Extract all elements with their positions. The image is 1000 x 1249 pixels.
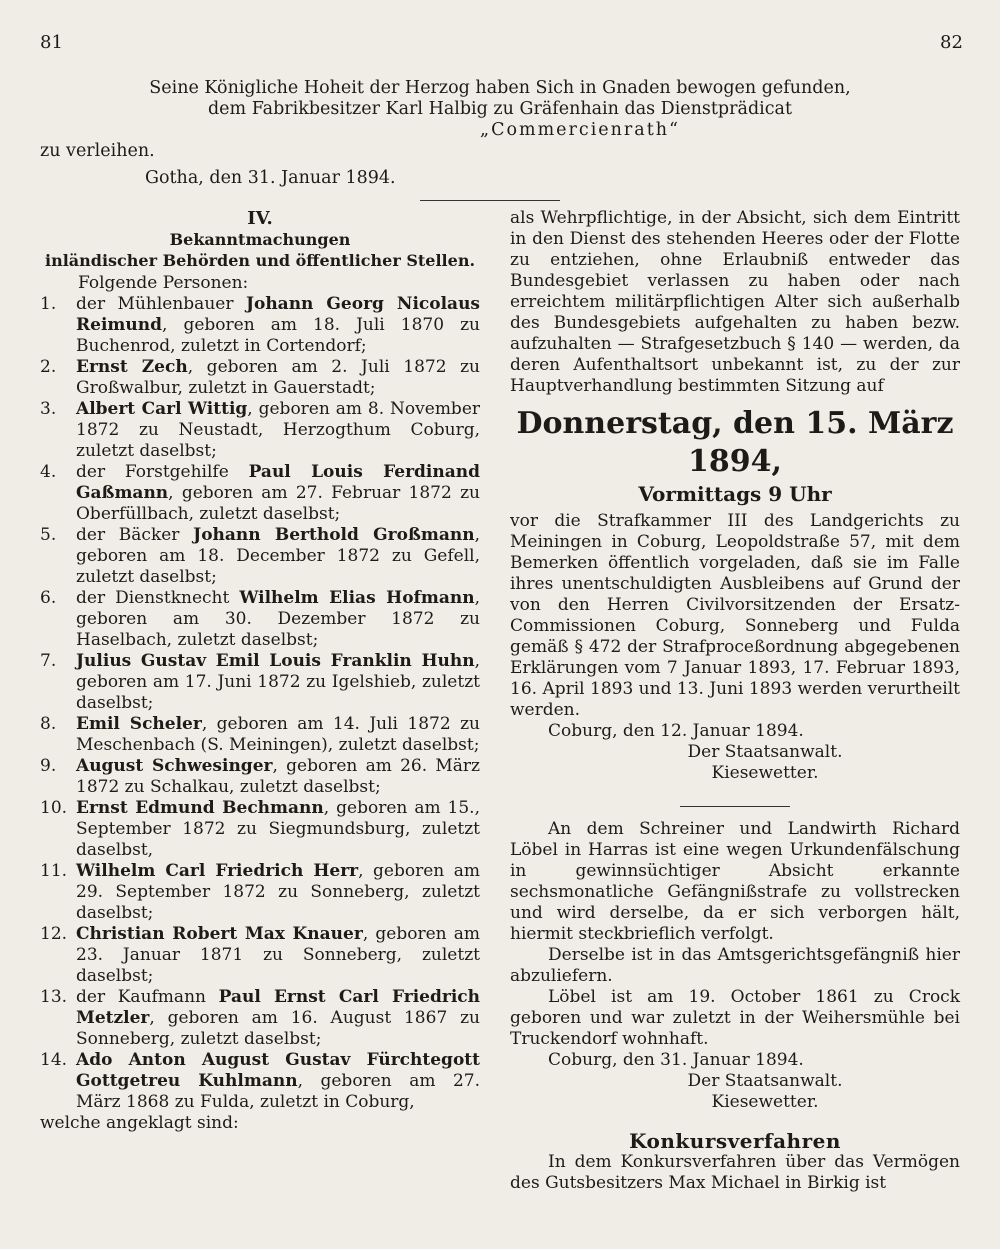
place-date-2: Coburg, den 31. Januar 1894. [548,1050,804,1070]
page-number-left: 81 [40,32,63,53]
section-title: Bekanntmachungen [169,230,351,249]
birth-paragraph: Löbel ist am 19. October 1861 zu Crock geboren und war zuletzt in der Weihersmühle bei Truckendorf wohnhaft. [510,987,960,1049]
item-details: , geboren am 27. März 1868 zu Fulda, zuletzt in Coburg, [76,1071,480,1112]
item-number: 10. [40,798,68,818]
item-number: 2. [40,357,57,377]
item-details: , geboren am 23. Januar 1871 zu Sonneberg, zuletzt daselbst; [76,924,481,986]
item-details: , geboren am 26. März 1872 zu Schalkau, zuletzt daselbst; [76,756,481,797]
item-number: 3. [40,399,57,419]
item-text [76,924,480,987]
court-paragraph: vor die Strafkammer III des Landgerichts zu Meiningen in Coburg, Leopoldstraße 57, mit dem Bemerken öffentlich vorgeladen, daß sie im Falle ihres unentschuldigten Ausbleibens auf Grund der von den Herren Civilvorsitzenden der Ersatz-Commissionen Coburg, Sonneberg und Fulda gemäß § 472 der Strafproceßordnung abgegebenen Erklärungen vom 7 Januar 1893, 17. Februar 1893, 16. April 1893 und 13. Juni 1893 werden verurtheilt werden. [510,511,960,720]
item-occupation: der Forstgehilfe [76,462,249,482]
warrant-paragraph: An dem Schreiner und Landwirth Richard Löbel in Harras ist eine wegen Urkundenfälschung in gewinnsüchtiger Absicht erkannte sechsmonatliche Gefängnißstrafe zu vollstrecken und wird derselbe, da er sich verborgen hält, hiermit steckbrieflich verfolgt. [510,819,960,944]
item-person-name: Julius Gustav Emil Louis Franklin Huhn [76,651,475,671]
page-number-right: 82 [940,32,963,53]
item-text [76,399,480,462]
item-occupation: der Kaufmann [76,987,219,1007]
item-number: 5. [40,525,57,545]
item-number: 8. [40,714,57,734]
intro-line-1: Seine Königliche Hoheit der Herzog haben Sich in Gnaden bewogen gefunden, [149,78,851,98]
item-details: , geboren am 16. August 1867 zu Sonneberg, zuletzt daselbst; [76,1008,480,1049]
section-subtitle: inländischer Behörden und öffentlicher Stellen. [44,251,476,270]
hearing-time: Vormittags 9 Uhr [638,482,832,506]
right-column [510,208,960,1194]
item-text [76,987,480,1050]
item-person-name: Emil Scheler [76,714,202,734]
intro-line-3: „Commercienrath“ [480,120,680,140]
item-occupation: der Bäcker [76,525,194,545]
list-item [40,651,480,714]
item-text [76,756,480,798]
item-person-name: Wilhelm Elias Hofmann [239,588,475,608]
bankruptcy-paragraph: In dem Konkursverfahren über das Vermögen des Gutsbesitzers Max Michael in Birkig ist [510,1152,960,1193]
list-item [40,987,480,1050]
announcement-intro [40,78,960,189]
intro-line-2: dem Fabrikbesitzer Karl Halbig zu Gräfenhain das Dienstprädicat [207,99,793,119]
place-date-1: Coburg, den 12. Januar 1894. [548,721,804,741]
item-person-name: Albert Carl Wittig [76,399,248,419]
item-occupation: der Mühlenbauer [76,294,246,314]
item-person-name: Johann Georg Nicolaus Reimund [76,294,481,335]
list-item [40,399,480,462]
item-text [76,294,480,357]
list-item [40,588,480,651]
intro-date: Gotha, den 31. Januar 1894. [145,168,396,188]
item-number: 4. [40,462,57,482]
list-item [40,924,480,987]
item-text [76,1050,480,1113]
left-column [40,208,480,1134]
list-item [40,462,480,525]
item-text [76,357,480,399]
item-details: , geboren am 27. Februar 1872 zu Oberfüllbach, zuletzt daselbst; [76,483,480,524]
persons-list [40,294,480,1113]
item-person-name: Christian Robert Max Knauer [76,924,363,944]
list-item [40,525,480,588]
signature-name-1: Kiesewetter. [711,763,819,783]
list-item [40,756,480,798]
item-details: , geboren am 15., September 1872 zu Siegmundsburg, zuletzt daselbst, [76,798,480,860]
item-number: 11. [40,861,68,881]
item-person-name: Ernst Zech [76,357,188,377]
divider-rule [420,200,560,201]
item-occupation: der Dienstknecht [76,588,240,608]
item-text [76,861,480,924]
item-number: 12. [40,924,68,944]
list-item [40,714,480,756]
item-text [76,651,480,714]
item-details: , geboren am 2. Juli 1872 zu Großwalbur, zuletzt in Gauerstadt; [76,357,480,398]
item-person-name: Ado Anton August Gustav Fürchtegott Gottgetreu Kuhlmann [76,1050,480,1091]
item-number: 13. [40,987,68,1007]
item-details: , geboren am 30. Dezember 1872 zu Haselbach, zuletzt daselbst; [76,588,480,650]
item-text [76,462,480,525]
item-details: , geboren am 18. December 1872 zu Gefell, zuletzt daselbst; [76,525,480,587]
item-person-name: August Schwesinger [76,756,273,776]
item-text [76,525,480,588]
delivery-paragraph: Derselbe ist in das Amtsgerichtsgefängniß hier abzuliefern. [510,945,960,986]
item-number: 1. [40,294,57,314]
item-text [76,588,480,651]
section-number: IV. [247,208,273,229]
item-number: 9. [40,756,57,776]
signature-name-2: Kiesewetter. [711,1092,819,1112]
list-item [40,798,480,861]
item-person-name: Paul Louis Ferdinand Gaßmann [76,462,480,503]
list-item [40,1050,480,1113]
list-item [40,861,480,924]
item-number: 14. [40,1050,68,1070]
item-details: , geboren am 14. Juli 1872 zu Meschenbach (S. Meiningen), zuletzt daselbst; [76,714,480,755]
list-item [40,357,480,399]
item-details: , geboren am 18. Juli 1870 zu Buchenrod, zuletzt in Cortendorf; [76,315,480,356]
bankruptcy-heading: Konkursverfahren [629,1129,841,1153]
signature-title-2: Der Staatsanwalt. [687,1071,843,1091]
item-number: 6. [40,588,57,608]
item-details: , geboren am 8. November 1872 zu Neustadt, Herzogthum Coburg, zuletzt daselbst; [76,399,481,461]
divider-rule-2 [680,806,790,807]
closing-line: welche angeklagt sind: [40,1113,239,1133]
item-person-name: Ernst Edmund Bechmann [76,798,324,818]
item-text [76,798,480,861]
item-person-name: Paul Ernst Carl Friedrich Metzler [76,987,480,1028]
item-person-name: Johann Berthold Großmann [193,525,475,545]
list-item [40,294,480,357]
item-details: , geboren am 17. Juni 1872 zu Igelshieb, zuletzt daselbst; [76,651,480,713]
signature-title-1: Der Staatsanwalt. [687,742,843,762]
intro-line-4: zu verleihen. [40,141,155,161]
persons-intro: Folgende Personen: [78,273,249,293]
item-person-name: Wilhelm Carl Friedrich Herr [76,861,359,881]
summons-paragraph: als Wehrpflichtige, in der Absicht, sich dem Eintritt in den Dienst des stehenden Heeres oder der Flotte zu entziehen, ohne Erlaubniß entweder das Bundesgebiet verlassen zu haben oder nach erreichtem militärpflichtigen Alter sich außerhalb des Bundesgebiets aufgehalten zu haben bezw. aufzuhalten — Strafgesetzbuch § 140 — werden, da deren Aufenthaltsort unbekannt ist, zu der zur Hauptverhandlung bestimmten Sitzung auf [510,208,960,396]
item-details: , geboren am 29. September 1872 zu Sonneberg, zuletzt daselbst; [76,861,480,923]
item-number: 7. [40,651,57,671]
hearing-date: Donnerstag, den 15. März 1894, [516,406,954,479]
item-text [76,714,480,756]
